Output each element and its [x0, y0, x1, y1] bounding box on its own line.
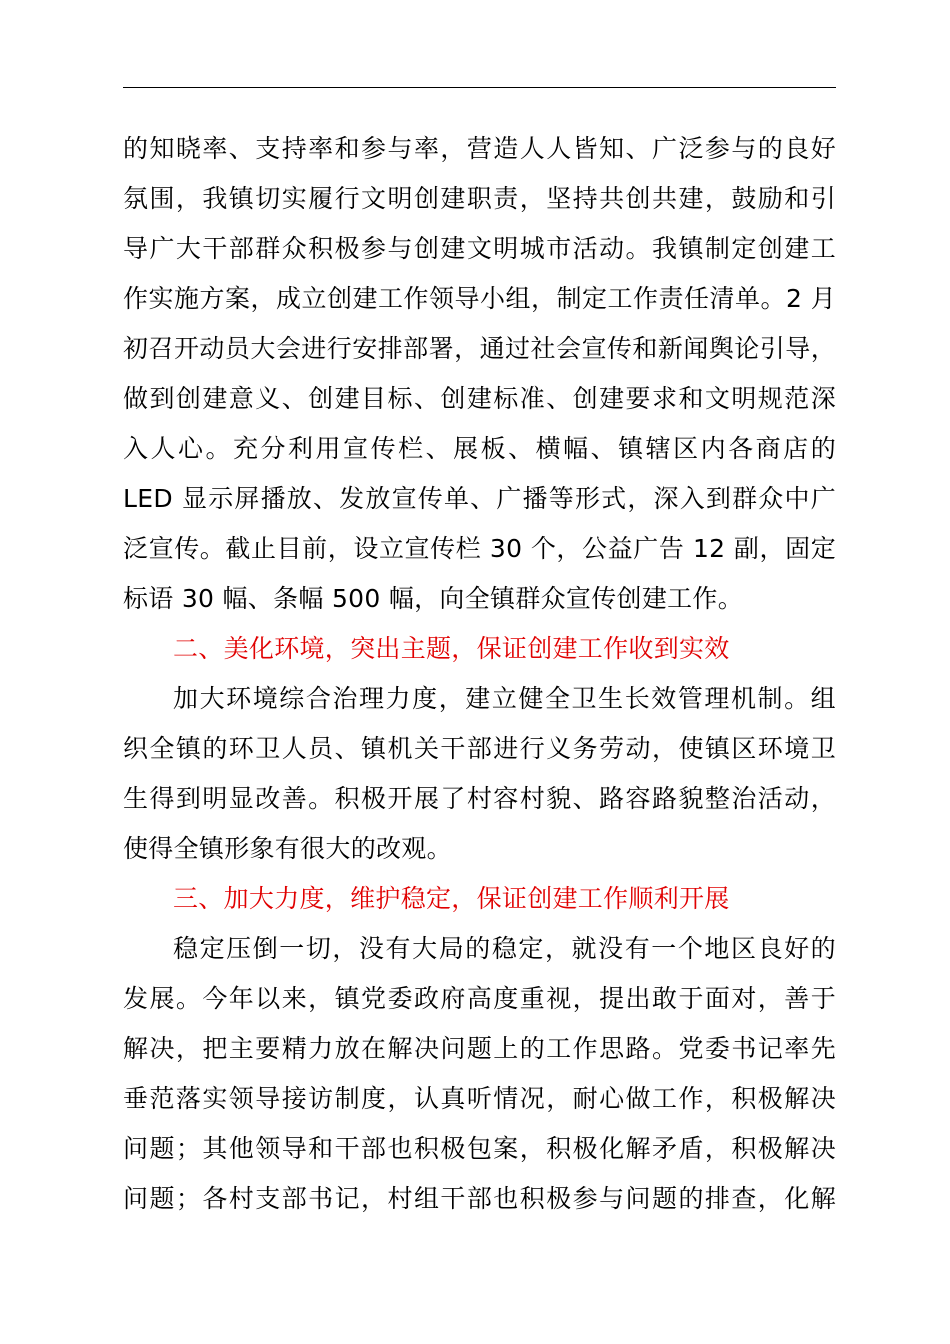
- text-line: 作实施方案，成立创建工作领导小组，制定工作责任清单。2 月: [123, 284, 836, 313]
- text-line: 解决，把主要精力放在解决问题上的工作思路。党委书记率先: [123, 1034, 836, 1063]
- text-line: 织全镇的环卫人员、镇机关干部进行义务劳动，使镇区环境卫: [123, 734, 836, 763]
- header-rule: [123, 87, 836, 88]
- text-line: 问题；其他领导和干部也积极包案，积极化解矛盾，积极解决: [123, 1134, 836, 1163]
- document-body: [123, 124, 836, 1224]
- text-line: 氛围，我镇切实履行文明创建职责，坚持共创共建，鼓励和引: [123, 184, 836, 213]
- text-line: 泛宣传。截止目前，设立宣传栏 30 个，公益广告 12 副，固定: [123, 534, 836, 563]
- text-line: 加大环境综合治理力度，建立健全卫生长效管理机制。组: [173, 684, 836, 713]
- text-line: 生得到明显改善。积极开展了村容村貌、路容路貌整治活动，: [123, 784, 836, 813]
- text-line: 入人心。充分利用宣传栏、展板、横幅、镇辖区内各商店的: [123, 434, 836, 463]
- text-line: 的知晓率、支持率和参与率，营造人人皆知、广泛参与的良好: [123, 134, 836, 163]
- text-line: 导广大干部群众积极参与创建文明城市活动。我镇制定创建工: [123, 234, 836, 263]
- text-line: 标语 30 幅、条幅 500 幅，向全镇群众宣传创建工作。: [123, 584, 744, 613]
- text-line: 使得全镇形象有很大的改观。: [123, 834, 452, 863]
- text-line: 问题；各村支部书记，村组干部也积极参与问题的排查，化解: [123, 1184, 836, 1213]
- text-line: 初召开动员大会进行安排部署，通过社会宣传和新闻舆论引导，: [123, 334, 836, 363]
- section-heading-3: 三、加大力度，维护稳定，保证创建工作顺利开展: [173, 884, 730, 913]
- paragraph-environment: [123, 674, 836, 874]
- text-line: 垂范落实领导接访制度，认真听情况，耐心做工作，积极解决: [123, 1084, 836, 1113]
- text-line: 做到创建意义、创建目标、创建标准、创建要求和文明规范深: [123, 384, 836, 413]
- section-heading-2: 二、美化环境，突出主题，保证创建工作收到实效: [173, 634, 730, 663]
- text-line: 发展。今年以来，镇党委政府高度重视，提出敢于面对，善于: [123, 984, 836, 1013]
- paragraph-stability: [123, 924, 836, 1224]
- text-line: 稳定压倒一切，没有大局的稳定，就没有一个地区良好的: [173, 934, 836, 963]
- paragraph-publicity: [123, 124, 836, 624]
- text-line: LED 显示屏播放、发放宣传单、广播等形式，深入到群众中广: [123, 484, 836, 513]
